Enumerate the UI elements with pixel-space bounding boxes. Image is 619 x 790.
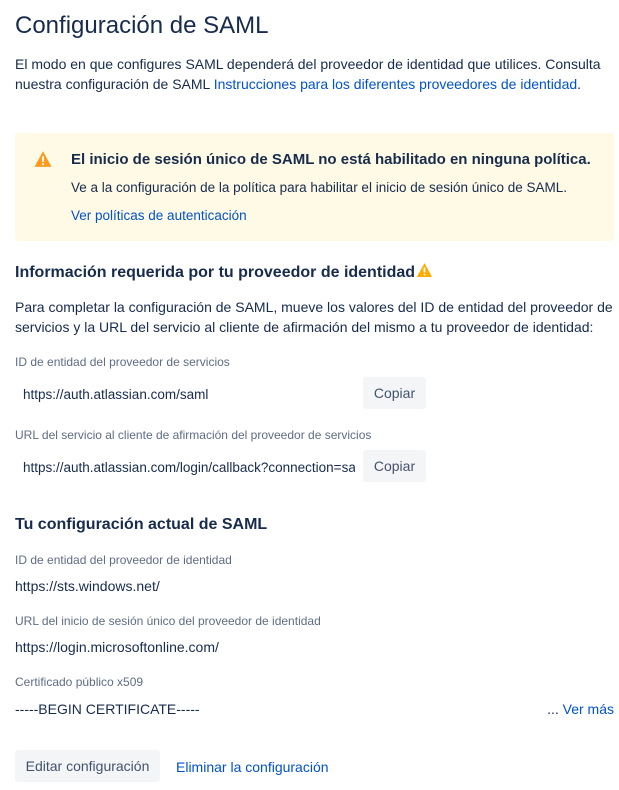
- show-more-prefix: ...: [547, 701, 563, 717]
- intro-end: .: [577, 76, 582, 92]
- sso-url-label: URL del inicio de sesión único del proveedor de identidad: [15, 614, 321, 628]
- sso-url-value: https://login.microsoftonline.com/: [15, 639, 219, 655]
- delete-configuration-link[interactable]: Eliminar la configuración: [176, 759, 329, 775]
- sp-entity-id-label: ID de entidad del proveedor de servicios: [15, 355, 230, 369]
- edit-configuration-button[interactable]: Editar configuración: [15, 750, 160, 782]
- acs-url-label: URL del servicio al cliente de afirmación del proveedor de servicios: [15, 428, 372, 442]
- current-config-heading: Tu configuración actual de SAML: [15, 516, 268, 533]
- intro-text: El modo en que configures SAML dependerá del proveedor de identidad que utilices. Consulta nuestra configuración de SAML: [15, 56, 601, 92]
- sp-entity-id-field[interactable]: [15, 379, 208, 409]
- acs-url-field[interactable]: [15, 452, 355, 482]
- required-info-heading: [15, 262, 433, 282]
- banner-title: El inicio de sesión único de SAML no está habilitado en ninguna política.: [71, 151, 591, 168]
- warning-icon: [416, 262, 433, 278]
- banner-text: Ve a la configuración de la política para habilitar el inicio de sesión único de SAML.: [71, 180, 568, 195]
- idp-entity-id-label: ID de entidad del proveedor de identidad: [15, 553, 232, 567]
- warning-icon: [34, 150, 52, 168]
- auth-policies-link[interactable]: Ver políticas de autenticación: [71, 208, 247, 223]
- required-info-description: Para completar la configuración de SAML, mueve los valores del ID de entidad del proveedor de servicios y la URL del servicio al cliente de afirmación del mismo a tu proveedor de identidad:: [15, 299, 613, 335]
- show-more: [547, 701, 614, 717]
- required-info-heading-text: Información requerida por tu proveedor de identidad: [15, 264, 416, 281]
- idp-entity-id-value: https://sts.windows.net/: [15, 578, 160, 594]
- certificate-value: -----BEGIN CERTIFICATE-----: [15, 701, 200, 717]
- copy-acs-url-button[interactable]: Copiar: [363, 450, 426, 482]
- idp-instructions-link[interactable]: Instrucciones para los diferentes proveedores de identidad: [213, 76, 578, 92]
- copy-entity-id-button[interactable]: Copiar: [363, 377, 426, 409]
- saml-warning-banner: [15, 133, 614, 241]
- show-more-link[interactable]: Ver más: [562, 701, 614, 717]
- intro-paragraph: [15, 54, 615, 94]
- certificate-label: Certificado público x509: [15, 675, 144, 689]
- acs-url-input[interactable]: [15, 452, 355, 482]
- page-title: Configuración de SAML: [15, 12, 269, 39]
- sp-entity-id-input[interactable]: [15, 379, 208, 409]
